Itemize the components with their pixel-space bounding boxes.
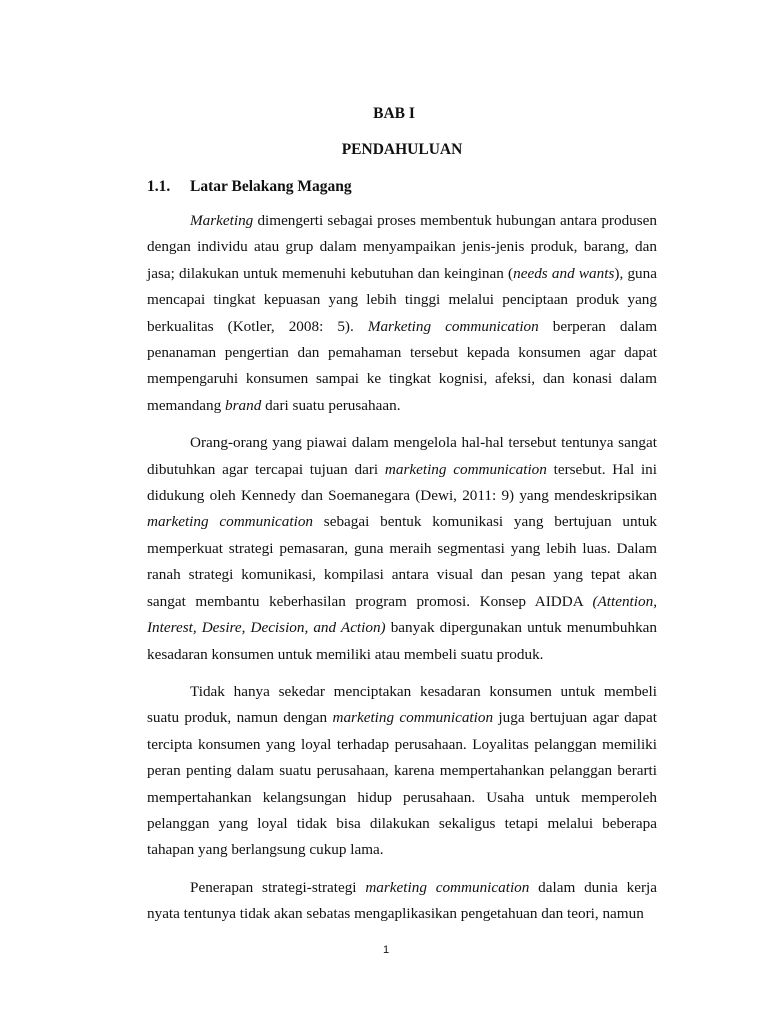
body-text xyxy=(147,208,657,928)
text-run: Tidak hanya sekedar menciptakan kesadaran konsumen untuk membeli suatu produk, namun dengan xyxy=(147,682,657,727)
italic-text-run: marketing communication xyxy=(332,709,494,727)
italic-text-run: marketing communication xyxy=(365,878,530,896)
italic-text-run: needs and wants xyxy=(513,264,615,282)
text-run: tersebut. Hal ini didukung oleh Kennedy dan Soemanegara (Dewi, 2011: 9) yang mendeskripsikan xyxy=(147,460,657,505)
text-run: Orang-orang yang piawai dalam mengelola hal-hal tersebut tentunya sangat dibutuhkan agar tercapai tujuan dari xyxy=(147,434,657,478)
italic-text-run: marketing communication xyxy=(384,460,547,478)
page-number: 1 xyxy=(382,944,390,956)
text-run: Penerapan strategi-strategi xyxy=(190,878,366,896)
paragraph-3 xyxy=(147,679,657,864)
section-number: 1.1. xyxy=(147,178,171,195)
paragraph-1 xyxy=(147,208,657,419)
text-run: dimengerti sebagai proses membentuk hubungan antara produsen dengan individu atau grup dalam menyampaikan jenis-jenis produk, barang, dan jasa; dilakukan untuk memenuhi kebutuhan dan keinginan ( xyxy=(147,212,657,282)
paragraph-2 xyxy=(147,430,657,668)
text-run: sebagai bentuk komunikasi yang bertujuan untuk memperkuat strategi pemasaran, guna meraih segmentasi yang lebih luas. Dalam ranah strategi komunikasi, kompilasi antara visual dan pesan yang tepat akan sangat membantu keberhasilan program promosi. Konsep AIDDA xyxy=(147,513,657,610)
text-run: berperan dalam penanaman pengertian dan pemahaman tersebut kepada konsumen agar dapat mempengaruhi konsumen sampai ke tingkat kognisi, afeksi, dan konasi dalam memandang xyxy=(147,317,658,414)
chapter-title: PENDAHULUAN xyxy=(341,141,463,158)
paragraph-4 xyxy=(147,875,657,928)
text-run: banyak dipergunakan untuk menumbuhkan kesadaran konsumen untuk memiliki atau membeli suatu produk. xyxy=(147,619,657,663)
section-heading xyxy=(147,178,352,196)
text-run: juga bertujuan agar dapat tercipta konsumen yang loyal terhadap perusahaan. Loyalitas pelanggan memiliki peran penting dalam suatu perusahaan, karena mempertahankan pelanggan berarti mempertahankan kelangsungan hidup perusahaan. Usaha untuk memperoleh pelanggan yang loyal tidak bisa dilakukan sekaligus tetapi melalui beberapa tahapan yang berlangsung cukup lama. xyxy=(147,709,657,859)
italic-text-run: brand xyxy=(225,396,262,414)
italic-text-run: marketing communication xyxy=(147,513,314,531)
italic-text-run: Marketing xyxy=(190,212,254,229)
text-run: ), guna mencapai tingkat kepuasan yang lebih tinggi melalui penciptaan produk yang berkualitas (Kotler, 2008: 5). xyxy=(147,264,657,335)
text-run: dalam dunia kerja nyata tentunya tidak akan sebatas mengaplikasikan pengetahuan dan teori, namun xyxy=(147,878,657,923)
italic-text-run: Marketing communication xyxy=(367,317,539,335)
italic-text-run: (Attention, Interest, Desire, Decision, and Action) xyxy=(147,592,657,637)
section-title: Latar Belakang Magang xyxy=(190,178,352,195)
chapter-heading: BAB I xyxy=(373,105,415,122)
text-run: dari suatu perusahaan. xyxy=(261,396,401,414)
